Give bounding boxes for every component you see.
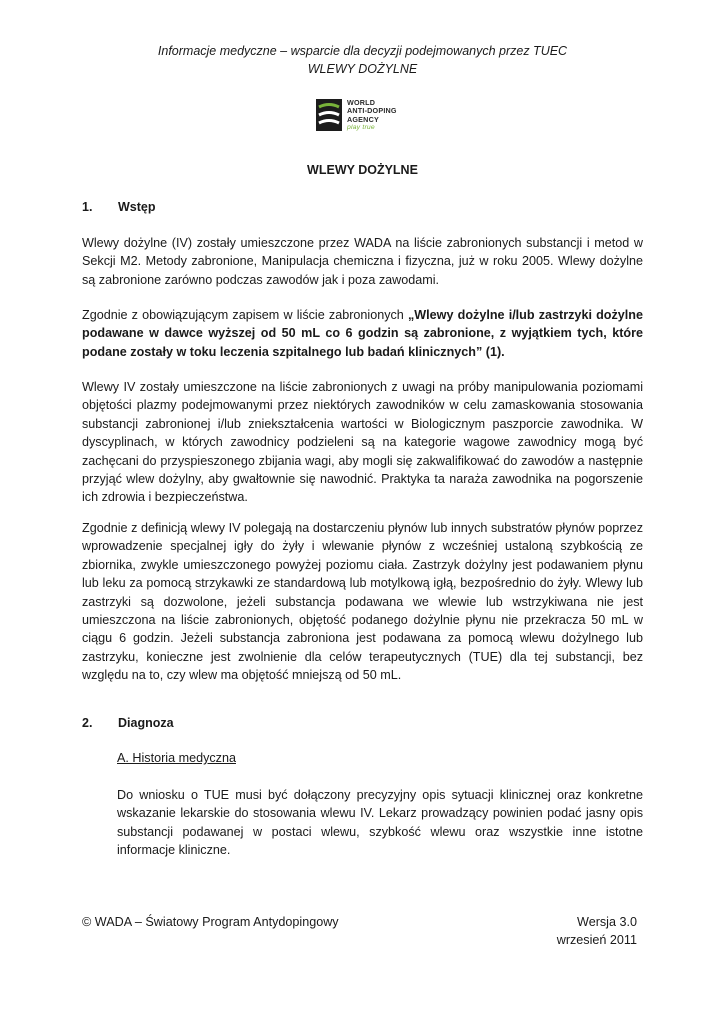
- logo-tagline: play true: [347, 124, 375, 132]
- section-1-number: 1.: [82, 200, 93, 214]
- subsection-a-heading: A. Historia medyczna: [117, 751, 236, 765]
- wada-logo: [316, 97, 426, 145]
- section-2-paragraph-1: Do wniosku o TUE musi być dołączony precyzyjny opis sytuacji klinicznej oraz konkretne wskazanie lekarskie do stosowania wlewu IV. Lekarz prowadzący powinien podać jasny opis substancji podawanej w postaci wlewu, szybkość wlewu oraz wszystkie inne istotne informacje kliniczne.: [117, 788, 643, 858]
- section-1-title: Wstęp: [118, 200, 156, 214]
- wada-logo-mark-icon: [316, 99, 342, 131]
- header-line-1: Informacje medyczne – wsparcie dla decyzji podejmowanych przez TUEC: [157, 44, 568, 58]
- footer-version-block: [557, 913, 637, 950]
- footer-copyright: © WADA – Światowy Program Antydopingowy: [82, 915, 339, 929]
- section-2-number: 2.: [82, 716, 93, 730]
- footer-date: wrzesień 2011: [556, 933, 637, 948]
- wada-logo-text: [347, 99, 397, 133]
- paragraph-2-quote: „Wlewy dożylne i/lub zastrzyki dożylne podawane w dawce wyższej od 50 mL co 6 godzin są zabronione, z wyjątkiem tych, które podane zostały w toku leczenia szpitalnego lub badań klinicznych” (1).: [82, 308, 643, 359]
- footer-version: Wersja 3.0: [577, 915, 637, 929]
- section-2-title: Diagnoza: [118, 716, 174, 730]
- section-2-heading: [82, 716, 174, 730]
- section-1-paragraph-2: [82, 306, 643, 361]
- page-header: [0, 42, 725, 78]
- logo-line-2: ANTI-DOPING: [347, 106, 397, 116]
- section-1-paragraph-1: Wlewy dożylne (IV) zostały umieszczone przez WADA na liście zabronionych substancji i metod w Sekcji M2. Metody zabronione, Manipulacja chemiczna i fizyczna, już w roku 2005. Wlewy dożylne są zabronione zarówno podczas zawodów jak i poza zawodami.: [82, 236, 643, 287]
- logo-line-3: AGENCY: [347, 114, 379, 124]
- header-line-2: WLEWY DOŻYLNE: [307, 62, 418, 76]
- logo-line-1: WORLD: [347, 98, 376, 107]
- section-1-paragraph-3: Wlewy IV zostały umieszczone na liście zabronionych z uwagi na próby manipulowania poziomami objętości plazmy podejmowanymi przez niektórych zawodników w celu zamaskowania stosowania substancji zabronionej i/lub zniekształcenia wartości w Biologicznym paszporcie zawodnika. W dyscyplinach, w których zawodnicy podzieleni są na kategorie wagowe zawodnicy mogą być zachęcani do przyspieszonego zbijania wagi, aby mogli się zakwalifikować do zawodów a następnie przyjąć wlew dożylny, aby gwałtownie się nawodnić. Praktyka ta naraża zawodnika na pogorszenie ich zdrowia i bezpieczeństwa.: [82, 380, 643, 505]
- paragraph-2-intro: Zgodnie z obowiązującym zapisem w liście zabronionych: [82, 308, 408, 322]
- section-1-paragraph-4: Zgodnie z definicją wlewy IV polegają na dostarczeniu płynów lub innych substratów płynów poprzez wprowadzenie specjalnej igły do żyły i wlewanie płynów z wcześniej ustaloną szybkością ze zbiornika, zwykle umieszczonego powyżej poziomu ciała. Zastrzyk dożylny jest podawaniem płynu lub leku za pomocą strzykawki ze standardową lub motylkową igłą, bezpośrednio do żyły. Wlewy lub zastrzyki są dozwolone, jeżeli substancja podawana we wlewie lub wstrzykiwana nie jest umieszczona na liście zabronionych, objętość podanego dożylnie płynu nie przekracza 50 mL w ciągu 6 godzin. Jeżeli substancja zabroniona jest podawana za pomocą wlewu dożylnego lub zastrzyku, konieczne jest zwolnienie dla celów terapeutycznych (TUE) dla tej substancji, bez względu na to, czy wlew ma objętość mniejszą od 50 mL.: [82, 521, 643, 683]
- document-title: WLEWY DOŻYLNE: [307, 163, 418, 177]
- section-1-heading: [82, 200, 156, 214]
